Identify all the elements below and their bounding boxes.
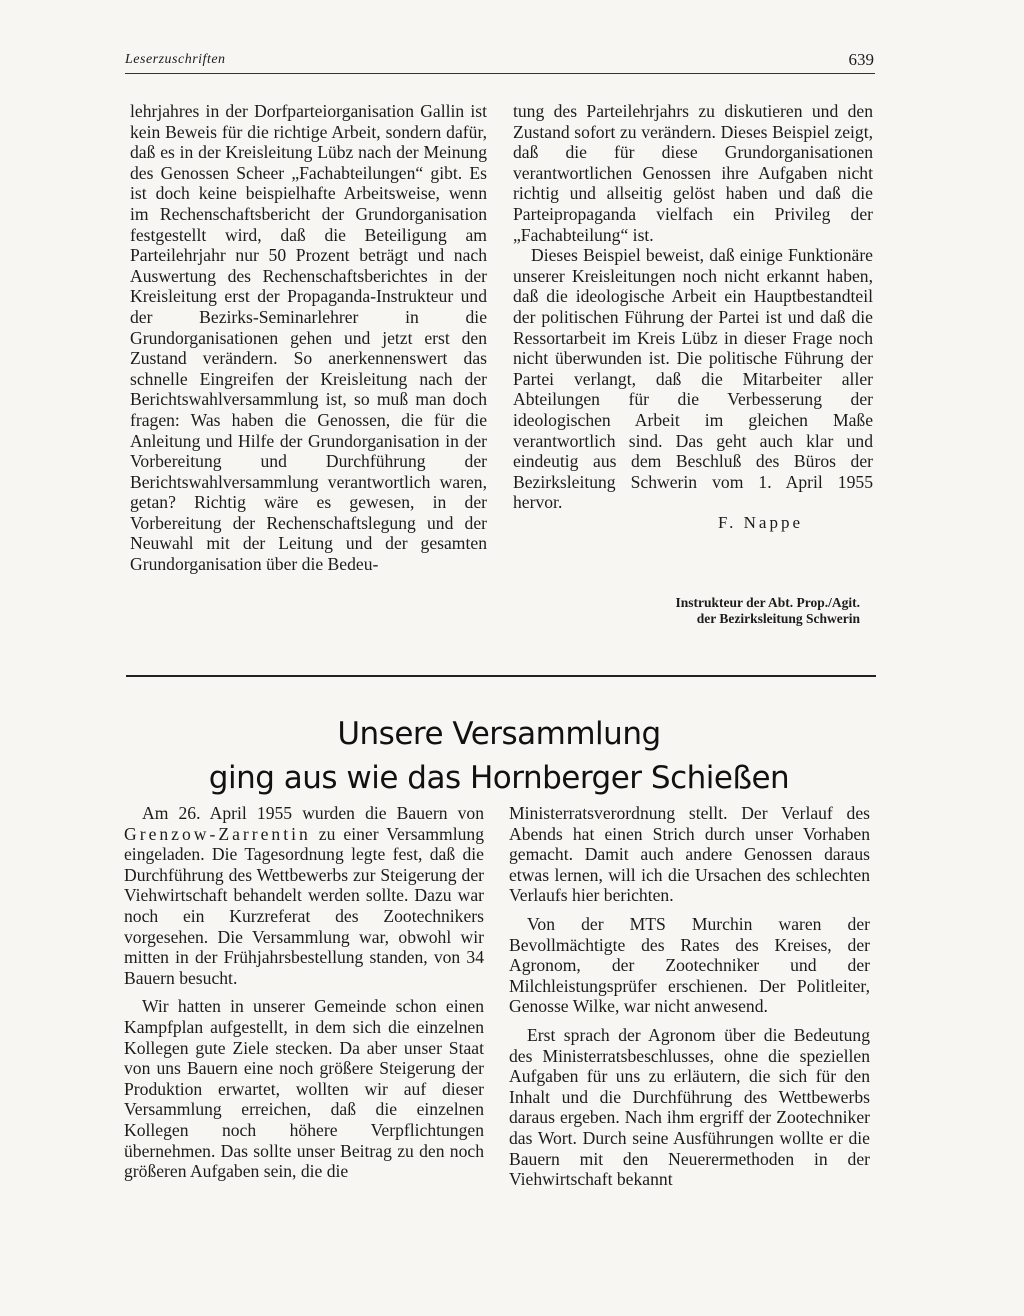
signature-role-line: Instrukteur der Abt. Prop./Agit.	[675, 595, 860, 610]
page-number: 639	[848, 50, 874, 69]
article-paragraph: Erst sprach der Agronom über die Bedeutung des Ministerratsbeschlusses, ohne die speziellen Aufgaben für uns zu erläutern, die sich für den Inhalt und die Durchführung des Wettbewerbs daraus ergeben. Nach ihm ergriff der Zootechniker das Wort. Durch seine Ausführungen wollte er die Bauern mit den Neuerermethoden in der Viehwirtschaft bekannt	[509, 1024, 870, 1190]
article-paragraph: Wir hatten in unserer Gemeinde schon einen Kampfplan aufgestellt, in dem sich die einzelnen Kollegen gute Ziele stecken. Da aber unser Staat von uns Bauern eine noch größere Steigerung der Produktion erwartet, wollten wir auf dieser Versammlung erreichen, daß die einzelnen Kollegen noch höhere Verpflichtungen übernehmen. Das sollte unser Beitrag zu den noch größeren Aufgaben sein, die die	[124, 996, 484, 1182]
headline-line: Unsere Versammlung	[337, 716, 661, 752]
letter-column-left	[130, 101, 487, 575]
article-column-left	[124, 803, 484, 1182]
headline-line: ging aus wie das Hornberger Schießen	[208, 760, 790, 796]
article-paragraph	[124, 803, 484, 988]
signature-role	[570, 595, 860, 627]
letter-column-right	[513, 101, 873, 533]
article-text: zu einer Versammlung eingeladen. Die Tagesordnung legte fest, daß die Durchführung des Wettbewerbs zur Steigerung der Viehwirtschaft behandelt werden sollte. Dazu war noch ein Kurzreferat des Zootechnikers vorgesehen. Die Versammlung war, obwohl wir mitten in der Frühjahrsbestellung standen, von 34 Bauern besucht.	[124, 823, 484, 988]
article-column-right	[509, 803, 870, 1190]
place-name: Grenzow-Zarrentin	[124, 823, 311, 844]
header-rule	[125, 73, 875, 74]
article-paragraph: Von der MTS Murchin waren der Bevollmächtigte des Rates des Kreises, der Agronom, der Zootechniker und der Milchleistungsprüfer erschienen. Der Politleiter, Genosse Wilke, war nicht anwesend.	[509, 913, 870, 1017]
letter-paragraph: Dieses Beispiel beweist, daß einige Funktionäre unserer Kreisleitungen noch nicht erkannt haben, daß die ideologische Arbeit ein Hauptbestandteil der politischen Führung der Partei ist und daß die Ressortarbeit im Kreis Lübz in dieser Frage noch nicht überwunden ist. Die politische Führung der Partei verlangt, daß die Mitarbeiter aller Abteilungen für die Verbesserung der ideologischen Arbeit im gleichen Maße verantwortlich sind. Das geht auch klar und eindeutig aus dem Beschluß des Büros der Bezirksleitung Schwerin vom 1. April 1955 hervor.	[513, 245, 873, 513]
letter-paragraph: tung des Parteilehrjahrs zu diskutieren und den Zustand sofort zu verändern. Dieses Beispiel zeigt, daß die für diese Grundorganisationen verantwortlichen Genossen ihre Aufgaben nicht richtig und allseitig gelöst haben und daß die Parteipropaganda vielfach ein Privileg der „Fachabteilung“ ist.	[513, 101, 873, 245]
article-headline	[124, 712, 874, 800]
letter-paragraph: lehrjahres in der Dorfparteiorganisation Gallin ist kein Beweis für die richtige Arbeit, sondern dafür, daß es in der Kreisleitung Lübz nach der Meinung des Genossen Scheer „Fachabteilungen“ gibt. Es ist doch keine beispielhafte Arbeitsweise, wenn im Rechenschaftsbericht der Grundorganisation festgestellt wird, daß die Beteiligung am Parteilehrjahr nur 50 Prozent beträgt und nach Auswertung des Rechenschaftsberichtes in der Kreisleitung erst der Propaganda-Instrukteur und der Bezirks-Seminarlehrer in die Grundorganisationen gehen und jetzt erst den Zustand verändern. So anerkennenswert das schnelle Eingreifen der Kreisleitung nach der Berichtswahlversammlung ist, so muß man doch fragen: Was haben die Genossen, die für die Anleitung und Hilfe der Grundorganisation in der Vorbereitung und Durchführung der Berichtswahlversammlung verantwortlich waren, getan? Richtig wäre es gewesen, in der Vorbereitung der Rechenschaftslegung und der Neuwahl mit der Leitung und der gesamten Grundorganisation über die Bedeu-	[130, 101, 487, 575]
article-paragraph: Ministerratsverordnung stellt. Der Verlauf des Abends hat einen Strich durch unser Vorhaben gemacht. Damit auch andere Genossen daraus etwas lernen, will ich die Ursachen des schlechten Verlaufs hier berichten.	[509, 803, 870, 906]
signature-role-line: der Bezirksleitung Schwerin	[696, 611, 860, 626]
signature-name: F. Nappe	[718, 512, 803, 532]
running-head-section: Leserzuschriften	[125, 52, 226, 67]
article-text: Am 26. April 1955 wurden die Bauern von	[142, 803, 484, 823]
section-divider	[126, 675, 876, 677]
